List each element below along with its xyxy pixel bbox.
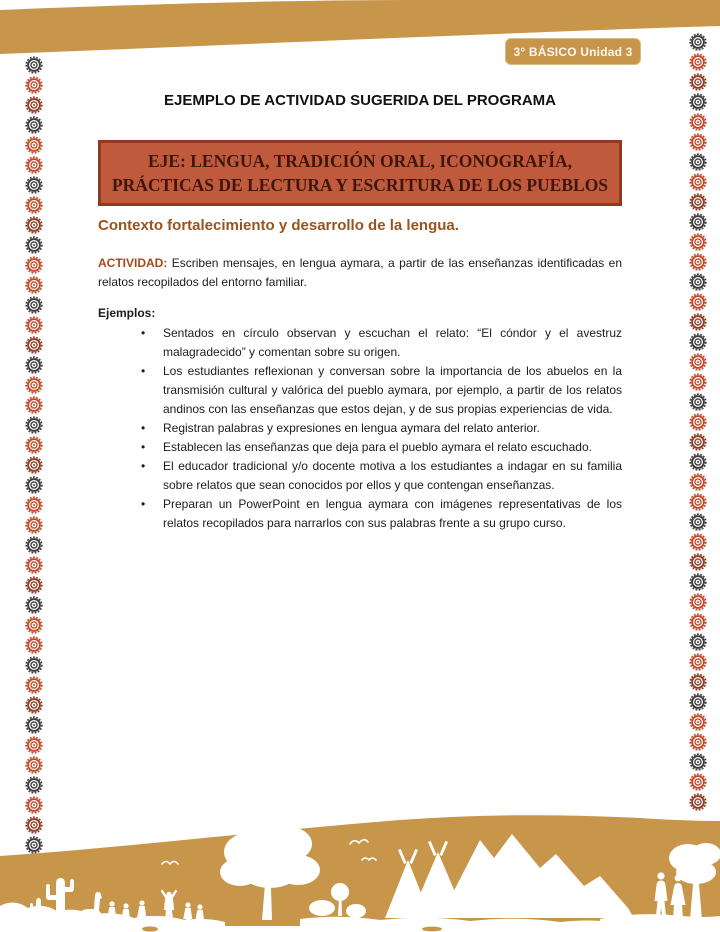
rosette-motif-icon xyxy=(689,433,707,451)
list-item: • Registran palabras y expresiones en lengua aymara del relato anterior. xyxy=(163,419,622,438)
rosette-motif-icon xyxy=(25,656,43,674)
list-item: • Establecen las enseñanzas que deja para el pueblo aymara el relato escuchado. xyxy=(163,438,622,457)
rosette-motif-icon xyxy=(25,56,43,74)
rosette-motif-icon xyxy=(25,396,43,414)
rosette-motif-icon xyxy=(25,636,43,654)
rosette-motif-icon xyxy=(25,96,43,114)
rosette-motif-icon xyxy=(25,676,43,694)
eje-banner xyxy=(98,140,622,206)
rosette-motif-icon xyxy=(689,653,707,671)
rosette-motif-icon xyxy=(689,93,707,111)
rosette-motif-icon xyxy=(25,476,43,494)
rosette-motif-icon xyxy=(25,236,43,254)
rosette-motif-icon xyxy=(689,413,707,431)
rosette-motif-icon xyxy=(689,113,707,131)
rosette-motif-icon xyxy=(689,33,707,51)
rosette-motif-icon xyxy=(689,613,707,631)
rosette-motif-icon xyxy=(689,253,707,271)
rosette-motif-icon xyxy=(25,436,43,454)
activity-paragraph xyxy=(98,254,622,292)
rosette-motif-icon xyxy=(689,273,707,291)
rosette-motif-icon xyxy=(689,373,707,391)
eje-banner-line2: PRÁCTICAS DE LECTURA Y ESCRITURA DE LOS PUEBLOS xyxy=(111,175,609,196)
rosette-motif-icon xyxy=(25,176,43,194)
rosette-motif-icon xyxy=(25,316,43,334)
rosette-motif-icon xyxy=(25,556,43,574)
rosette-motif-icon xyxy=(689,213,707,231)
rosette-motif-icon xyxy=(689,753,707,771)
rosette-motif-icon xyxy=(689,453,707,471)
rosette-motif-icon xyxy=(689,393,707,411)
list-item: • Sentados en círculo observan y escuchan el relato: “El cóndor y el avestruz malagradecido” y comentan sobre su origen. xyxy=(163,324,622,362)
rosette-motif-icon xyxy=(25,156,43,174)
rosette-motif-icon xyxy=(25,536,43,554)
rosette-motif-icon xyxy=(25,776,43,794)
unit-badge xyxy=(505,38,641,65)
rosette-motif-icon xyxy=(25,456,43,474)
activity-text: Escriben mensajes, en lengua aymara, a partir de las enseñanzas identificadas en relatos recopilados del entorno familiar. xyxy=(98,256,622,290)
rosette-motif-icon xyxy=(25,756,43,774)
rosette-motif-icon xyxy=(25,376,43,394)
page-title: EJEMPLO DE ACTIVIDAD SUGERIDA DEL PROGRAMA xyxy=(164,92,556,109)
rosette-motif-icon xyxy=(689,193,707,211)
context-subtitle: Contexto fortalecimiento y desarrollo de la lengua. xyxy=(98,217,459,235)
rosette-motif-icon xyxy=(25,616,43,634)
list-item: • El educador tradicional y/o docente motiva a los estudiantes a indagar en su familia sobre relatos que sean conocidos por ellos y que contengan enseñanzas. xyxy=(163,457,622,495)
rosette-motif-icon xyxy=(25,196,43,214)
rosette-motif-icon xyxy=(689,173,707,191)
landscape-illustration xyxy=(0,812,720,932)
rosette-motif-icon xyxy=(689,73,707,91)
list-item: • Preparan un PowerPoint en lengua aymara con imágenes representativas de los relatos recopilados para narrarlos con sus palabras frente a su grupo curso. xyxy=(163,495,622,533)
rosette-motif-icon xyxy=(25,596,43,614)
list-item: • Los estudiantes reflexionan y conversan sobre la importancia de los abuelos en la transmisión cultural y valórica del pueblo aymara, por ejemplo, a partir de los relatos andinos con las enseñanzas que estos dejan, y de sus propias experiencias de vida. xyxy=(163,362,622,419)
rosette-motif-icon xyxy=(25,516,43,534)
rosette-motif-icon xyxy=(689,633,707,651)
rosette-motif-icon xyxy=(689,153,707,171)
rosette-motif-icon xyxy=(689,773,707,791)
rosette-motif-icon xyxy=(25,336,43,354)
rosette-motif-icon xyxy=(689,533,707,551)
rosette-motif-icon xyxy=(689,313,707,331)
examples-label: Ejemplos: xyxy=(98,306,156,321)
rosette-motif-icon xyxy=(25,116,43,134)
rosette-motif-icon xyxy=(25,496,43,514)
rosette-motif-icon xyxy=(689,333,707,351)
rosette-motif-icon xyxy=(689,793,707,811)
rosette-motif-icon xyxy=(689,673,707,691)
rosette-motif-icon xyxy=(25,356,43,374)
rosette-motif-icon xyxy=(25,736,43,754)
rosette-motif-icon xyxy=(689,573,707,591)
rosette-motif-icon xyxy=(25,296,43,314)
rosette-motif-icon xyxy=(689,133,707,151)
rosette-motif-icon xyxy=(689,553,707,571)
decorative-border-left xyxy=(25,56,43,854)
rosette-motif-icon xyxy=(689,473,707,491)
rosette-motif-icon xyxy=(689,513,707,531)
rosette-motif-icon xyxy=(25,696,43,714)
decorative-border-right xyxy=(689,33,707,811)
rosette-motif-icon xyxy=(25,76,43,94)
unit-badge-label: 3° BÁSICO Unidad 3 xyxy=(513,44,633,59)
examples-list xyxy=(98,324,622,532)
content-area xyxy=(98,86,622,533)
rosette-motif-icon xyxy=(25,256,43,274)
rosette-motif-icon xyxy=(689,733,707,751)
rosette-motif-icon xyxy=(689,713,707,731)
rosette-motif-icon xyxy=(689,493,707,511)
rosette-motif-icon xyxy=(25,216,43,234)
rosette-motif-icon xyxy=(25,136,43,154)
rosette-motif-icon xyxy=(689,353,707,371)
rosette-motif-icon xyxy=(689,593,707,611)
rosette-motif-icon xyxy=(25,716,43,734)
rosette-motif-icon xyxy=(689,53,707,71)
eje-banner-line1: EJE: LENGUA, TRADICIÓN ORAL, ICONOGRAFÍA, xyxy=(147,151,573,171)
rosette-motif-icon xyxy=(689,233,707,251)
rosette-motif-icon xyxy=(689,293,707,311)
activity-label: ACTIVIDAD: xyxy=(98,256,168,271)
rosette-motif-icon xyxy=(689,693,707,711)
rosette-motif-icon xyxy=(25,416,43,434)
rosette-motif-icon xyxy=(25,276,43,294)
rosette-motif-icon xyxy=(25,576,43,594)
